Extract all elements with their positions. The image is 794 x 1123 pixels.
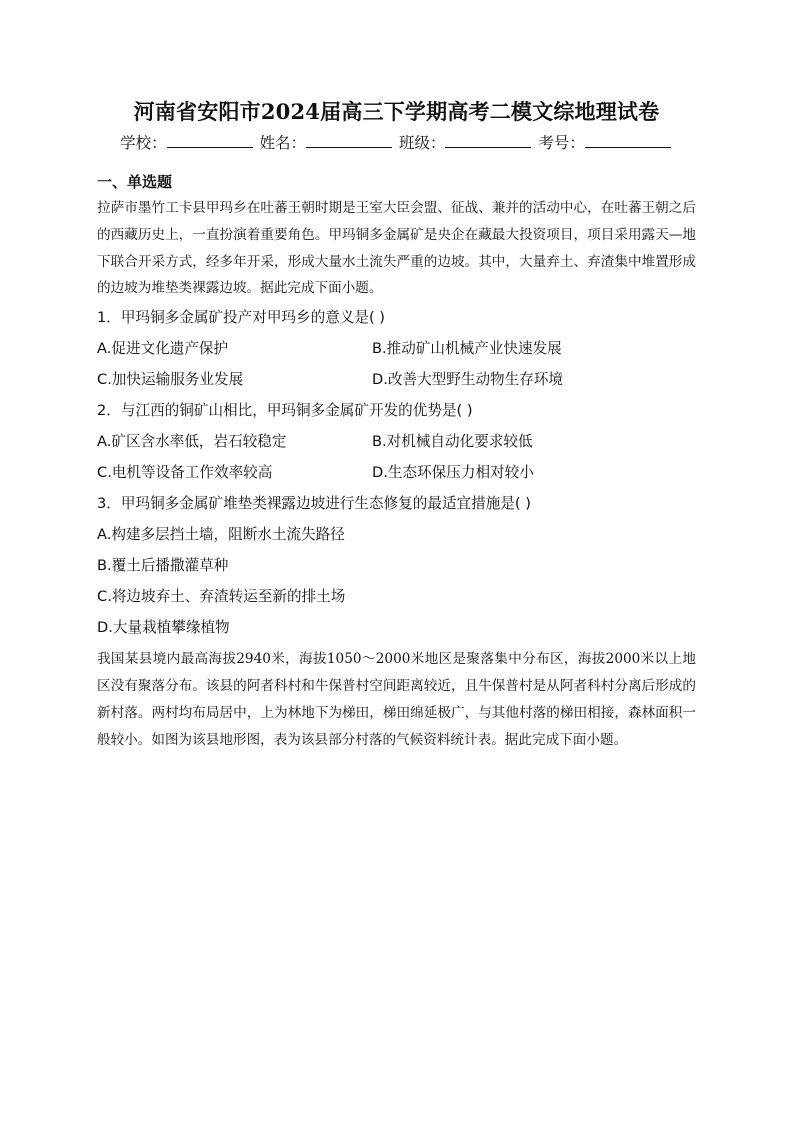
option-b[interactable]: B.覆土后播撒灌草种 [97,557,229,575]
exam-number-blank[interactable] [585,133,671,148]
option-row [97,333,696,364]
option-row [97,364,696,395]
student-info-line [97,132,696,154]
section-heading: 一、单选题 [97,173,173,191]
class-blank[interactable] [445,133,531,148]
option-row [97,426,696,457]
option-a[interactable]: A.促进文化遗产保护 [97,340,229,358]
question-3 [97,488,696,643]
reading-passage-2: 我国某县境内最高海拔2940米，海拔1050～2000米地区是聚落集中分布区，海拔2000米以上地区没有聚落分布。该县的阿者科村和牛保普村空间距离较近，且牛保普村是从阿者科村分离后形成的新村落。两村均布局居中，上为林地下为梯田，梯田绵延极广，与其他村落的梯田相接，森林面积一般较小。如图为该县地形图，表为该县部分村落的气候资料统计表。据此完成下面小题。 [97,651,696,748]
question-1 [97,302,696,395]
reading-passage-1: 拉萨市墨竹工卡县甲玛乡在吐蕃王朝时期是王室大臣会盟、征战、兼并的活动中心，在吐蕃王朝之后的西藏历史上，一直扮演着重要角色。甲玛铜多金属矿是央企在藏最大投资项目，项目采用露天—地下联合开采方式，经多年开采，形成大量水土流失严重的边坡。其中，大量弃土、弃渣集中堆置形成的边坡为堆垫类裸露边坡。据此完成下面小题。 [97,200,696,297]
option-d[interactable]: D.生态环保压力相对较小 [372,464,534,482]
option-a[interactable]: A.矿区含水率低，岩石较稳定 [97,433,287,451]
school-label: 学校： [120,134,167,152]
name-blank[interactable] [306,133,392,148]
option-d[interactable]: D.改善大型野生动物生存环境 [372,371,564,389]
option-c[interactable]: C.加快运输服务业发展 [97,371,244,389]
option-row [97,457,696,488]
page-title: 河南省安阳市2024届高三下学期高考二模文综地理试卷 [133,99,660,124]
school-blank[interactable] [167,133,253,148]
name-label: 姓名： [259,134,307,152]
option-b[interactable]: B.推动矿山机械产业快速发展 [372,340,562,358]
question-stem: 3．甲玛铜多金属矿堆垫类裸露边坡进行生态修复的最适宜措施是( ) [97,495,531,513]
option-c[interactable]: C.将边坡弃土、弃渣转运至新的排土场 [97,588,346,606]
option-a[interactable]: A.构建多层挡土墙，阻断水土流失路径 [97,526,345,544]
question-stem: 2．与江西的铜矿山相比，甲玛铜多金属矿开发的优势是( ) [97,402,473,420]
option-b[interactable]: B.对机械自动化要求较低 [372,433,533,451]
question-stem: 1．甲玛铜多金属矿投产对甲玛乡的意义是( ) [97,309,386,327]
option-c[interactable]: C.电机等设备工作效率较高 [97,464,273,482]
exam-number-label: 考号： [538,134,585,152]
question-2 [97,395,696,488]
option-d[interactable]: D.大量栽植攀缘植物 [97,619,230,637]
class-label: 班级： [398,134,446,152]
